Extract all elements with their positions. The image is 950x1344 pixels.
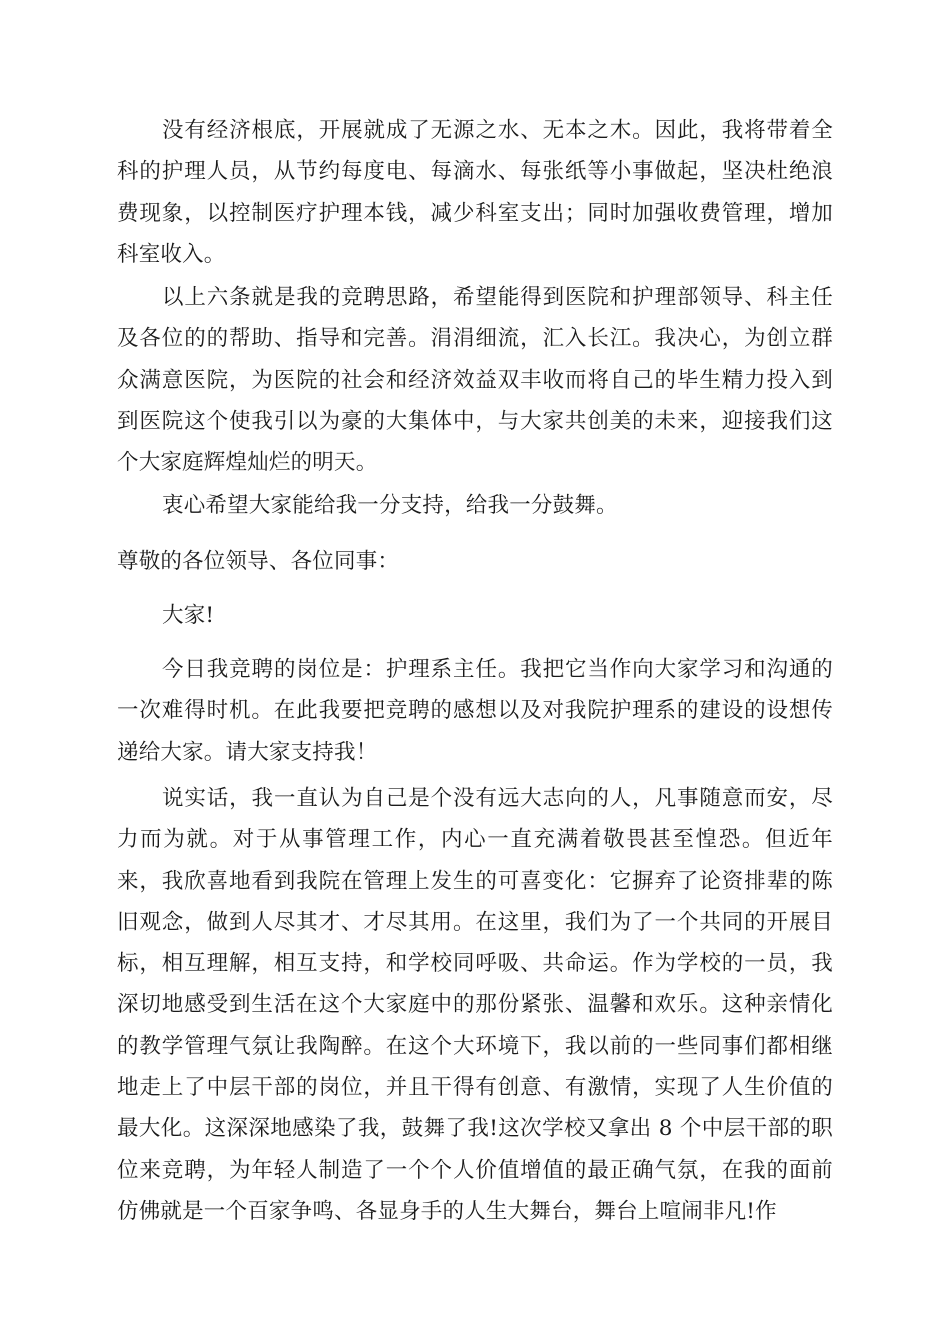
paragraph-position: 今日我竞聘的岗位是：护理系主任。我把它当作向大家学习和沟通的一次难得时机。在此我要把竞聘的感想以及对我院护理系的建设的设想传递给大家。请大家支持我！	[117, 657, 833, 765]
greeting: 大家!	[162, 603, 215, 628]
paragraph-honest-words: 说实话，我一直认为自己是个没有远大志向的人，凡事随意而安，尽力而为就。对于从事管理工作，内心一直充满着敬畏甚至惶恐。但近年来，我欣喜地看到我院在管理上发生的可喜变化：它摒弃了论资排辈的陈旧观念，做到人尽其才、才尽其用。在这里，我们为了一个共同的开展目标，相互理解，相互支持，和学校同呼吸、共命运。作为学校的一员，我深切地感受到生活在这个大家庭中的那份紧张、温馨和欢乐。这种亲情化的教学管理气氛让我陶醉。在这个大环境下，我以前的一些同事们都相继地走上了中层干部的岗位，并且干得有创意、有激情，实现了人生价值的最大化。这深深地感染了我，鼓舞了我!这次学校又拿出 8 个中层干部的职位来竞聘，为年轻人制造了一个个人价值增值的最正确气氛，在我的面前仿佛就是一个百家争鸣、各显身手的人生大舞台，舞台上喧闹非凡!作	[117, 786, 833, 1224]
paragraph-economy: 没有经济根底，开展就成了无源之水、无本之木。因此，我将带着全科的护理人员，从节约每度电、每滴水、每张纸等小事做起，坚决杜绝浪费现象，以控制医疗护理本钱，减少科室支出；同时加强收费管理，增加科室收入。	[117, 118, 833, 267]
paragraph-six-points: 以上六条就是我的竞聘思路，希望能得到医院和护理部领导、科主任及各位的的帮助、指导和完善。涓涓细流，汇入长江。我决心，为创立群众满意医院，为医院的社会和经济效益双丰收而将自己的毕生精力投入到到医院这个使我引以为豪的大集体中，与大家共创美的未来，迎接我们这个大家庭辉煌灿烂的明天。	[117, 285, 833, 476]
salutation: 尊敬的各位领导、各位同事：	[117, 549, 400, 574]
paragraph-hope: 衷心希望大家能给我一分支持，给我一分鼓舞。	[162, 493, 618, 518]
